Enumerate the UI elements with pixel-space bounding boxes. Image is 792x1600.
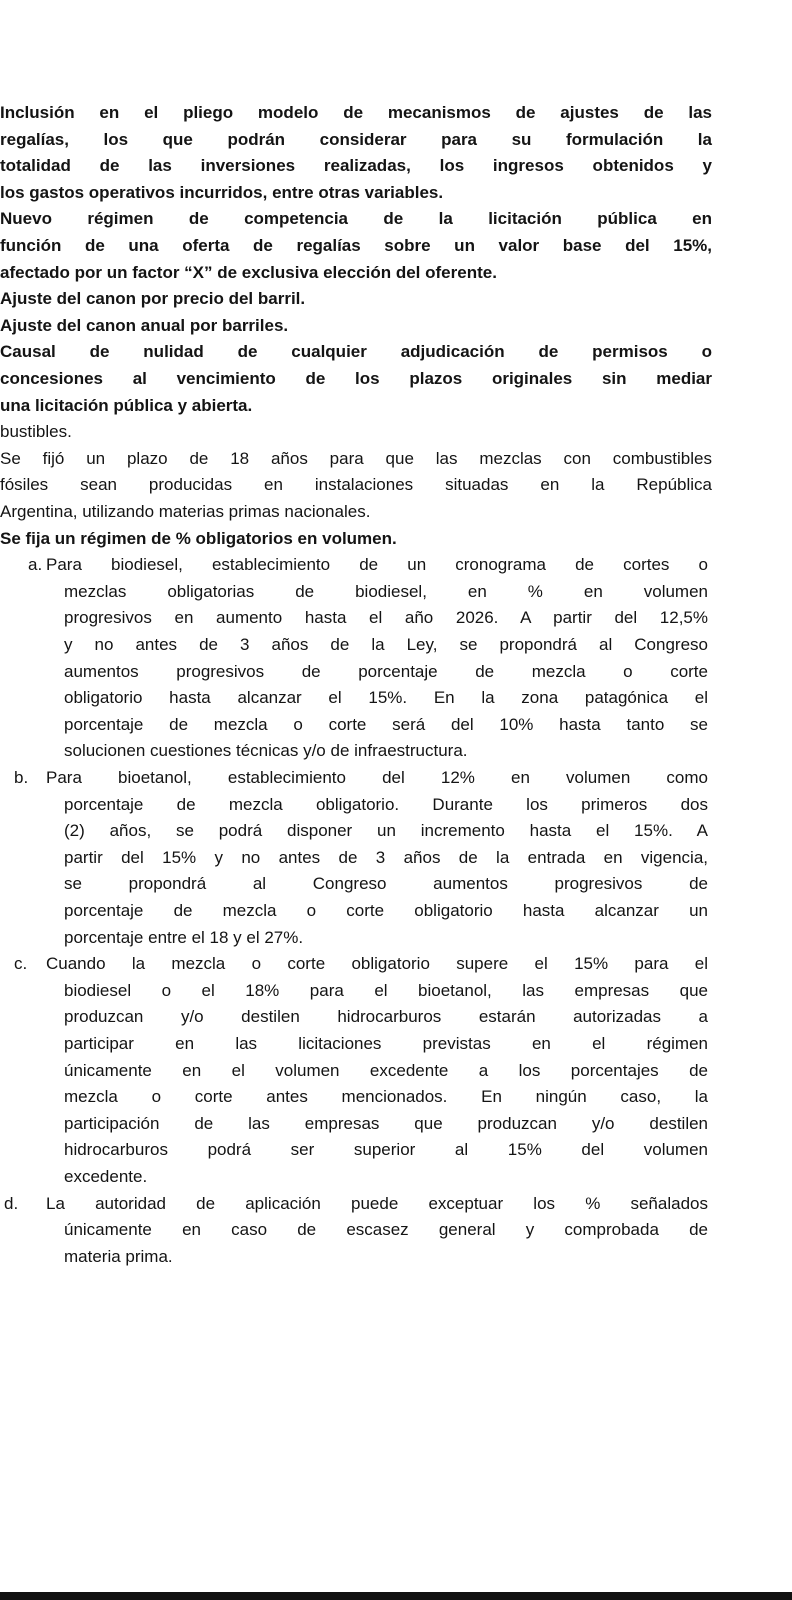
sub-item-line: materia prima. bbox=[64, 1246, 173, 1266]
sub-item-line: únicamente en el volumen excedente a los porcentajes de bbox=[64, 1060, 708, 1080]
bottom-edge bbox=[0, 1592, 792, 1600]
sub-item-line: excedente. bbox=[64, 1167, 148, 1186]
sub-item-line: porcentaje entre el 18 y el 27%. bbox=[64, 927, 304, 947]
sub-item-line: participar en las licitaciones previstas en el régimen bbox=[64, 1034, 708, 1053]
bold-item-line: Ajuste del canon anual por barriles. bbox=[0, 315, 289, 335]
sub-item-line: Para biodiesel, establecimiento de un cronograma de cortes o bbox=[46, 555, 708, 575]
sub-item-line: solucionen cuestiones técnicas y/o de infraestructura. bbox=[64, 741, 468, 761]
regimen-heading: Se fija un régimen de % obligatorios en volumen. bbox=[0, 528, 397, 548]
sub-item-line: mezclas obligatorias de biodiesel, en % en volumen bbox=[64, 581, 708, 601]
sub-item-line: únicamente en caso de escasez general y comprobada de bbox=[64, 1220, 708, 1240]
bold-item-line: Causal de nulidad de cualquier adjudicación de permisos o bbox=[0, 342, 712, 362]
plazo-paragraph-line: Se fijó un plazo de 18 años para que las mezclas con combustibles bbox=[0, 448, 712, 468]
plazo-paragraph-line: Argentina, utilizando materias primas nacionales. bbox=[0, 502, 371, 521]
bold-item-line: totalidad de las inversiones realizadas, los ingresos obtenidos y bbox=[0, 156, 712, 176]
bold-item-line: función de una oferta de regalías sobre un valor base del 15%, bbox=[0, 236, 712, 255]
sub-item-line: progresivos en aumento hasta el año 2026. A partir del 12,5% bbox=[64, 608, 708, 628]
bold-item-line: los gastos operativos incurridos, entre otras variables. bbox=[0, 182, 444, 202]
sub-item-label: d. bbox=[4, 1193, 19, 1213]
sub-item-line: hidrocarburos podrá ser superior al 15% del volumen bbox=[64, 1140, 708, 1160]
sub-item-line: participación de las empresas que produzcan y/o destilen bbox=[64, 1113, 708, 1133]
sub-item-line: mezcla o corte antes mencionados. En ningún caso, la bbox=[64, 1087, 708, 1107]
sub-item-line: obligatorio hasta alcanzar el 15%. En la zona patagónica el bbox=[64, 688, 708, 708]
sub-item-label: b. bbox=[14, 768, 29, 787]
bold-item-line: Nuevo régimen de competencia de la licitación pública en bbox=[0, 209, 712, 229]
bold-item-line: regalías, los que podrán considerar para su formulación la bbox=[0, 129, 712, 149]
sub-item-line: porcentaje de mezcla obligatorio. Durante los primeros dos bbox=[64, 794, 708, 814]
sub-item-line: Para bioetanol, establecimiento del 12% en volumen como bbox=[46, 768, 708, 787]
bold-item-line: una licitación pública y abierta. bbox=[0, 395, 253, 415]
sub-item-line: porcentaje de mezcla o corte obligatorio hasta alcanzar un bbox=[64, 901, 708, 920]
plazo-paragraph-line: fósiles sean producidas en instalaciones situadas en la República bbox=[0, 475, 712, 495]
bold-item-line: concesiones al vencimiento de los plazos originales sin mediar bbox=[0, 369, 712, 388]
sub-item-line: (2) años, se podrá disponer un incremento hasta el 15%. A bbox=[64, 821, 708, 841]
sub-item-label: a. bbox=[28, 555, 43, 575]
sub-item-line: partir del 15% y no antes de 3 años de la entrada en vigencia, bbox=[64, 847, 708, 867]
sub-item-line: biodiesel o el 18% para el bioetanol, las empresas que bbox=[64, 980, 708, 1000]
sub-item-line: aumentos progresivos de porcentaje de mezcla o corte bbox=[64, 661, 708, 681]
sub-item-line: porcentaje de mezcla o corte será del 10% hasta tanto se bbox=[64, 714, 708, 734]
sub-item-line: Cuando la mezcla o corte obligatorio supere el 15% para el bbox=[46, 954, 708, 974]
sub-item-line: La autoridad de aplicación puede exceptuar los % señalados bbox=[46, 1193, 708, 1213]
sub-item-line: y no antes de 3 años de la Ley, se propondrá al Congreso bbox=[64, 635, 708, 654]
bold-item-line: Inclusión en el pliego modelo de mecanismos de ajustes de las bbox=[0, 103, 712, 122]
bold-item-line: Ajuste del canon por precio del barril. bbox=[0, 289, 306, 309]
section-heading: bustibles. bbox=[0, 422, 72, 442]
sub-item-label: c. bbox=[14, 954, 28, 974]
sub-item-line: se propondrá al Congreso aumentos progresivos de bbox=[64, 874, 708, 894]
sub-item-line: produzcan y/o destilen hidrocarburos estarán autorizadas a bbox=[64, 1007, 708, 1027]
bold-item-line: afectado por un factor “X” de exclusiva elección del oferente. bbox=[0, 262, 497, 282]
